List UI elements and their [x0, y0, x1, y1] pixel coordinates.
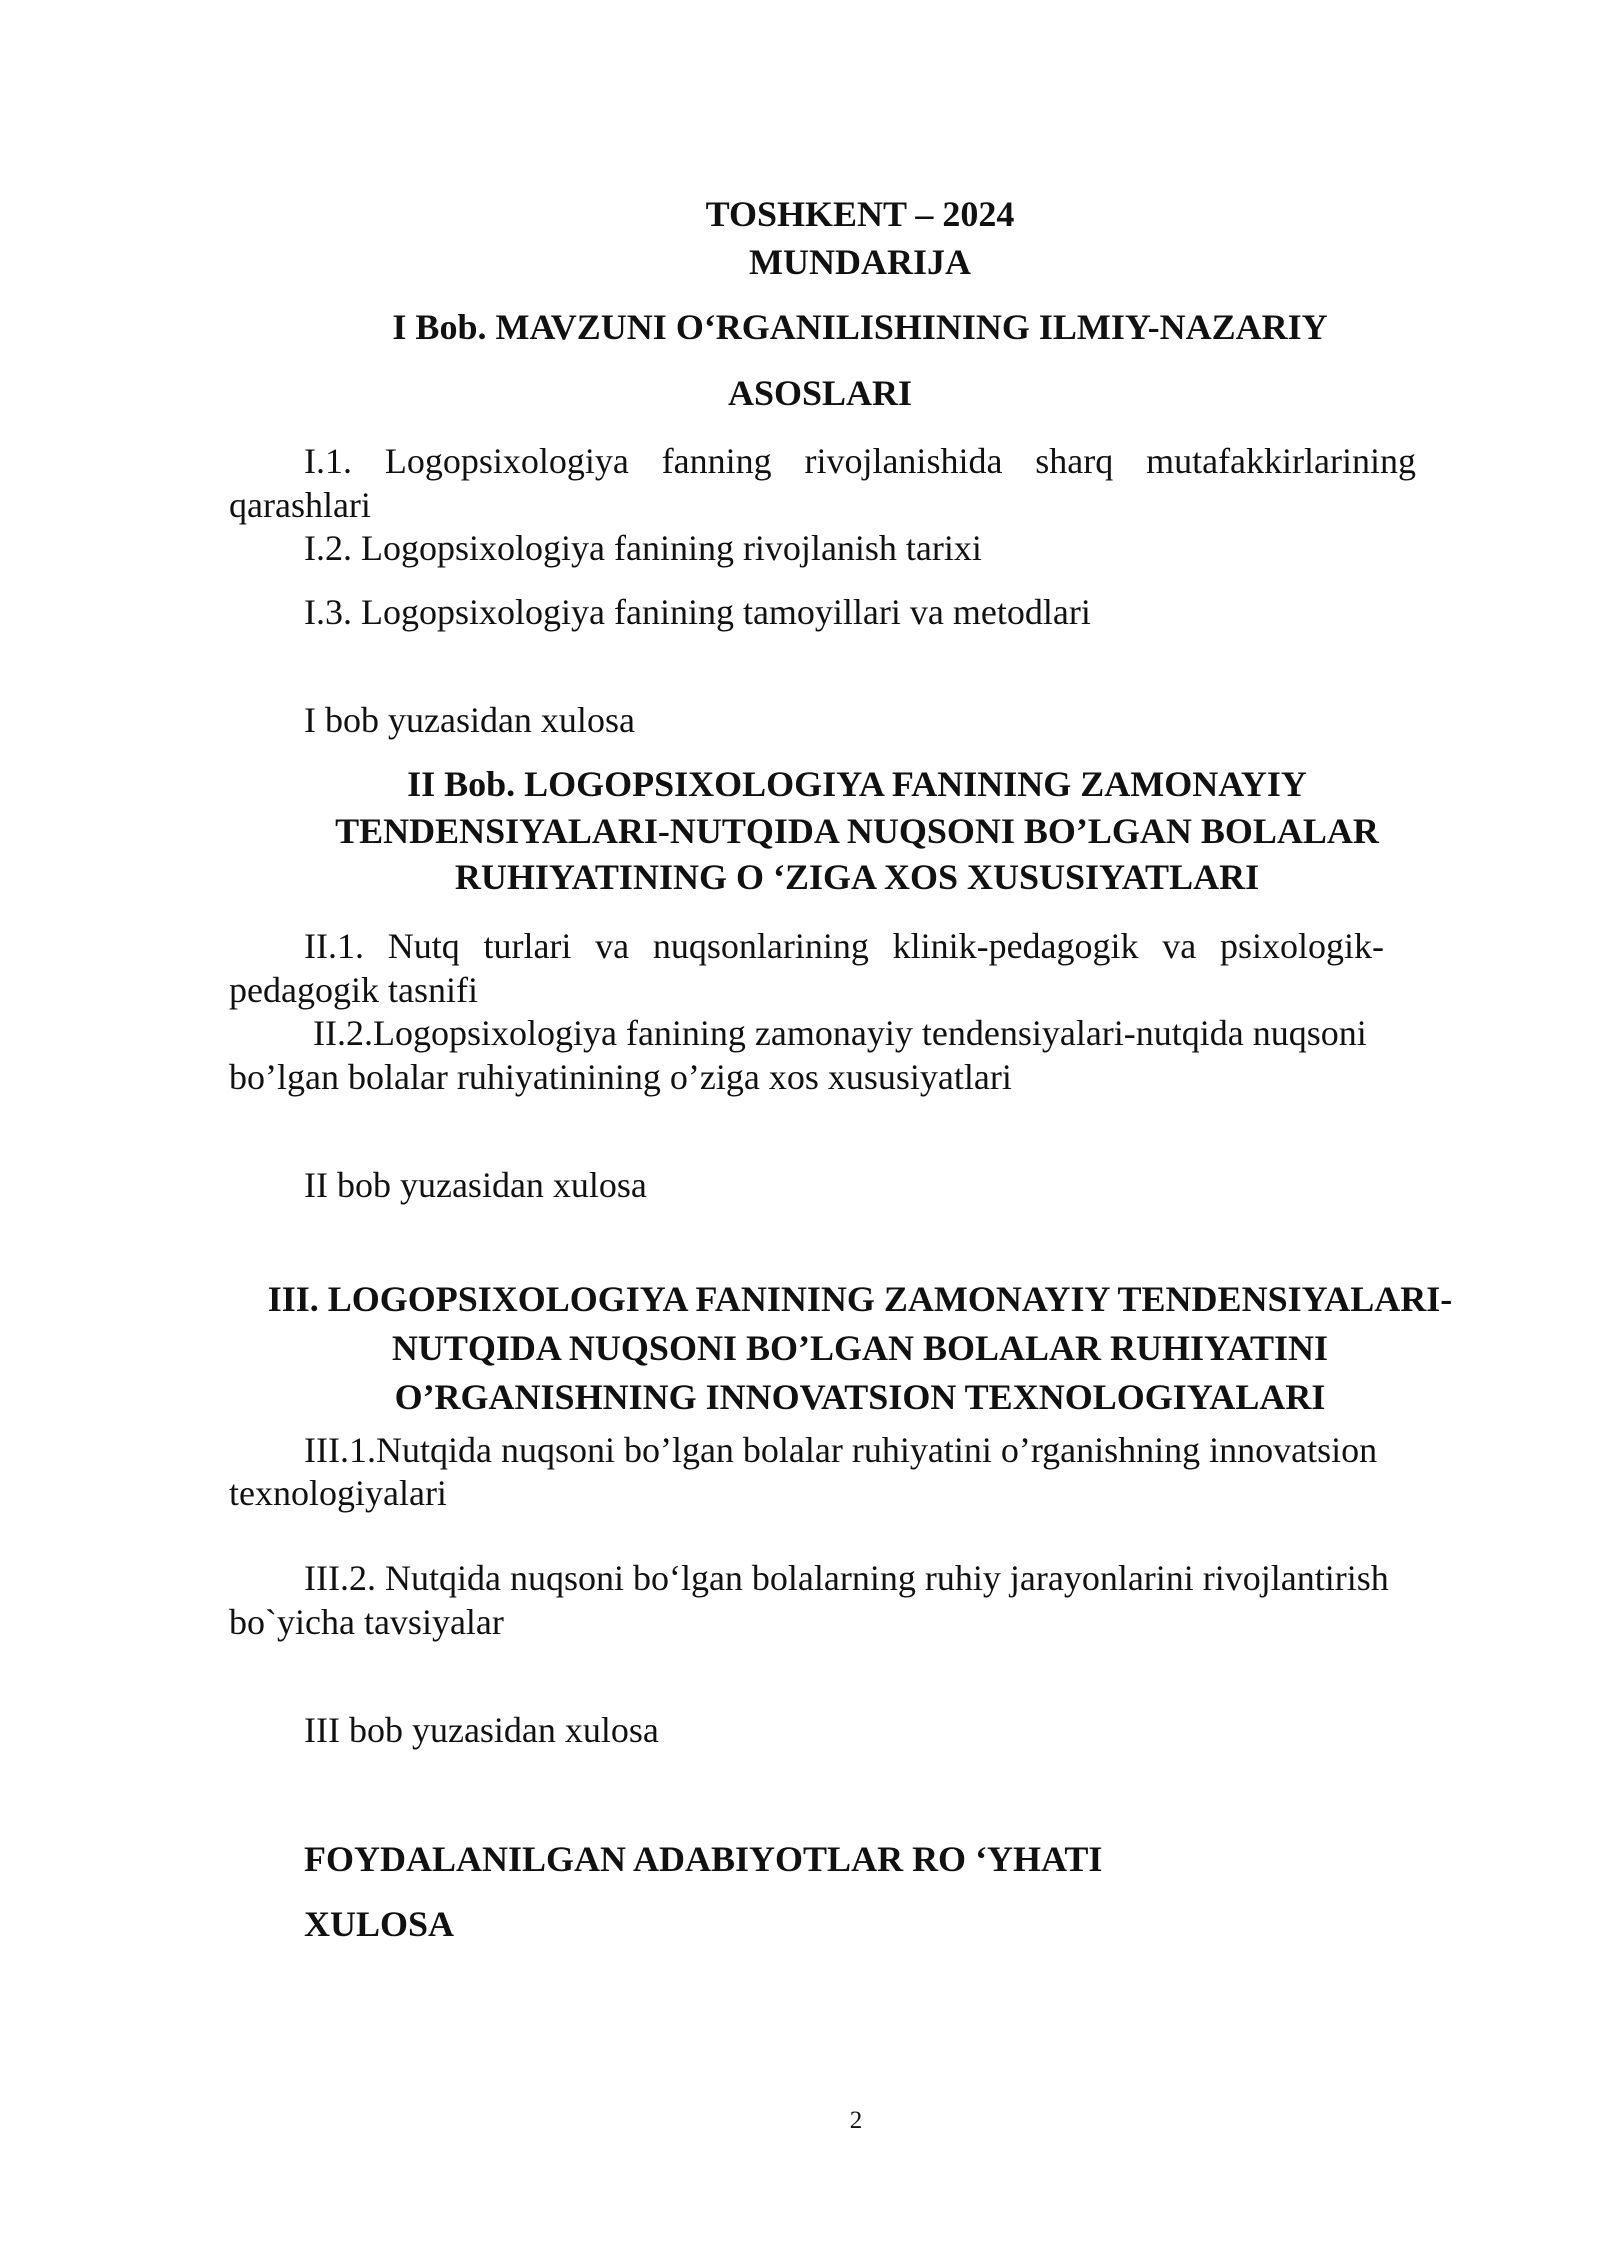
city-year: TOSHKENT – 2024: [705, 194, 1015, 234]
toc-item-1-1-cont: qarashlari: [229, 485, 371, 525]
toc-item-2-2: II.2.Logopsixologiya fanining zamonayiy tendensiyalari-nutqida nuqsoni: [304, 1013, 1367, 1053]
chapter1-conclusion: I bob yuzasidan xulosa: [304, 700, 635, 740]
toc-item-2-2-cont: bo’lgan bolalar ruhiyatinining o’ziga xos xususiyatlari: [229, 1057, 1012, 1097]
toc-item-3-1: III.1.Nutqida nuqsoni bo’lgan bolalar ruhiyatini o’rganishning innovatsion: [304, 1430, 1378, 1470]
toc-item-3-2-cont: bo`yicha tavsiyalar: [229, 1602, 504, 1642]
toc-title: MUNDARIJA: [749, 242, 971, 282]
summary-heading: XULOSA: [304, 1904, 455, 1944]
chapter3-title-line3: O’RGANISHNING INNOVATSION TEXNOLOGIYALARI: [394, 1377, 1326, 1417]
toc-item-1-1: I.1. Logopsixologiya fanning rivojlanishida sharq mutafakkirlarining: [304, 441, 1416, 481]
toc-item-1-2: I.2. Logopsixologiya fanining rivojlanish tarixi: [304, 528, 982, 568]
chapter2-title-line1: II Bob. LOGOPSIXOLOGIYA FANINING ZAMONAYIY: [407, 764, 1307, 804]
chapter3-title-line2: NUTQIDA NUQSONI BO’LGAN BOLALAR RUHIYATINI: [391, 1328, 1329, 1368]
chapter2-title-line2: TENDENSIYALARI-NUTQIDA NUQSONI BO’LGAN BOLALAR: [335, 811, 1379, 851]
toc-item-3-2: III.2. Nutqida nuqsoni bo‘lgan bolalarning ruhiy jarayonlarini rivojlantirish: [304, 1558, 1389, 1598]
page-number: 2: [849, 2107, 863, 2134]
toc-item-2-1: II.1. Nutq turlari va nuqsonlarining klinik-pedagogik va psixologik-: [304, 926, 1384, 966]
chapter1-title-line2: ASOSLARI: [727, 373, 913, 413]
chapter2-title-line3: RUHIYATINING O ‘ZIGA XOS XUSUSIYATLARI: [454, 857, 1260, 897]
chapter3-conclusion: III bob yuzasidan xulosa: [304, 1710, 659, 1750]
chapter1-title-line1: I Bob. MAVZUNI O‘RGANILISHINING ILMIY-NAZARIY: [392, 307, 1328, 347]
chapter3-title-line1: III. LOGOPSIXOLOGIYA FANINING ZAMONAYIY TENDENSIYALARI-: [267, 1279, 1453, 1319]
toc-item-1-3: I.3. Logopsixologiya fanining tamoyillari va metodlari: [304, 592, 1091, 632]
toc-item-3-1-cont: texnologiyalari: [229, 1473, 447, 1513]
chapter2-conclusion: II bob yuzasidan xulosa: [304, 1165, 647, 1205]
toc-item-2-1-cont: pedagogik tasnifi: [229, 970, 478, 1010]
references-heading: FOYDALANILGAN ADABIYOTLAR RO ‘YHATI: [304, 1839, 1103, 1879]
